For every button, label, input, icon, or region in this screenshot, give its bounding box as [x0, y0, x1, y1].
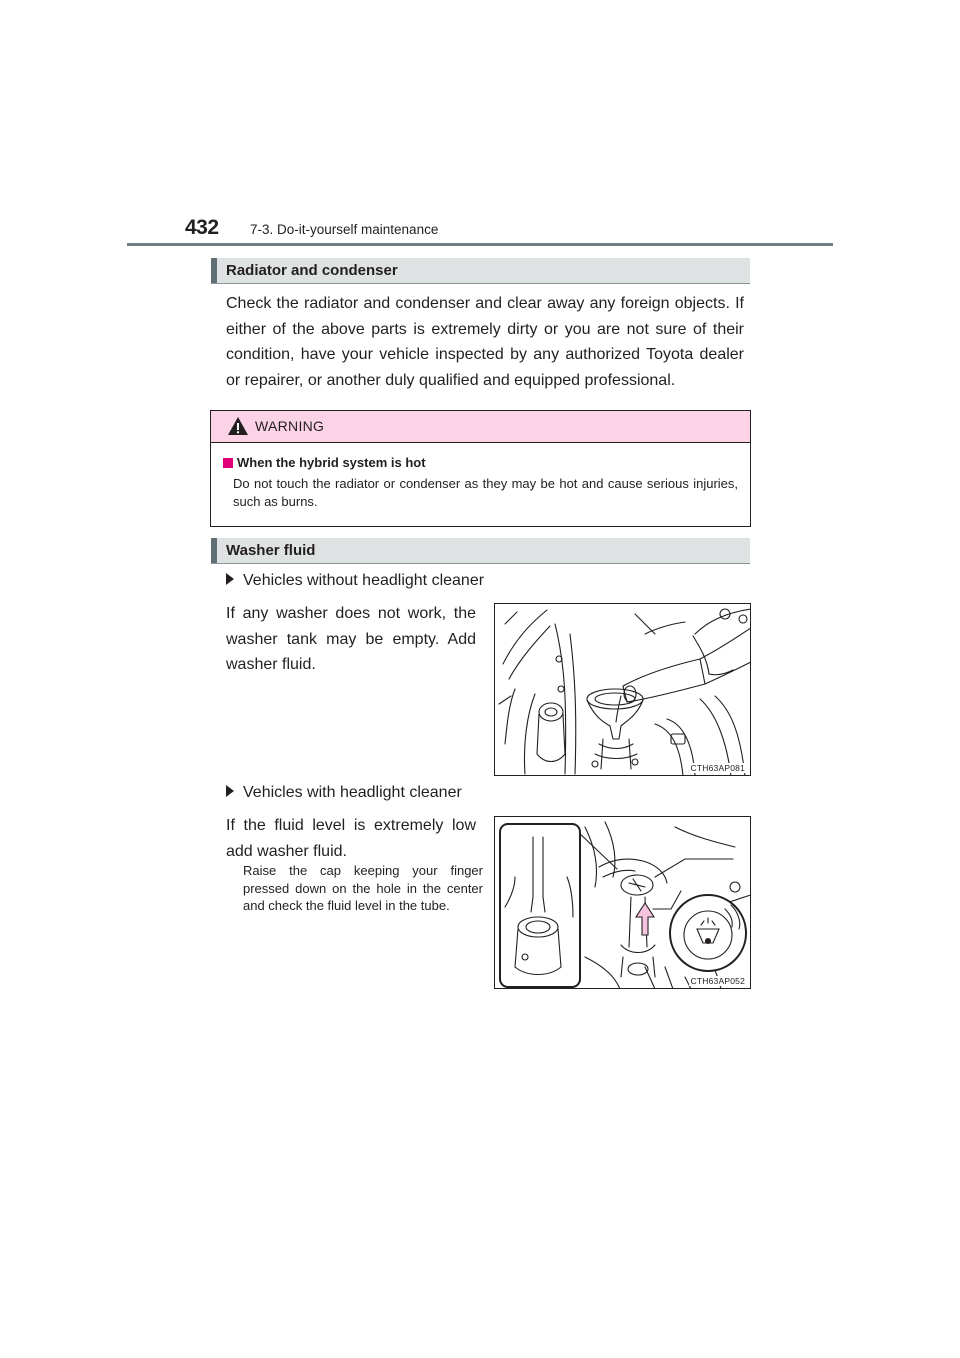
warning-subheading [223, 455, 426, 470]
washer-fill-illustration [495, 604, 751, 776]
warning-subheading-text: When the hybrid system is hot [237, 455, 426, 470]
figure-washer-check [494, 816, 751, 989]
radiator-heading-text: Radiator and condenser [226, 262, 398, 279]
bullet-no-cleaner [226, 572, 484, 590]
warning-header [211, 411, 750, 443]
up-arrow-icon [636, 903, 654, 935]
bullet-no-cleaner-text: Vehicles without headlight cleaner [243, 572, 485, 589]
section-title: 7-3. Do-it-yourself maintenance [250, 222, 439, 237]
figure-code: CTH63AP052 [690, 976, 745, 986]
page-number: 432 [185, 216, 219, 239]
warning-triangle-icon [227, 416, 249, 436]
washer-heading-text: Washer fluid [226, 542, 316, 559]
warning-text: Do not touch the radiator or condenser as they may be hot and cause serious injuries, such as burns. [233, 476, 738, 509]
with-cleaner-note: Raise the cap keeping your finger pressed down on the hole in the center and check the fluid level in the tube. [243, 863, 483, 913]
no-cleaner-paragraph: If any washer does not work, the washer tank may be empty. Add washer fluid. [226, 605, 476, 673]
bullet-with-cleaner-text: Vehicles with headlight cleaner [243, 784, 462, 801]
figure-code: CTH63AP081 [690, 763, 745, 773]
with-cleaner-paragraph: If the fluid level is extremely low add washer fluid. [226, 817, 476, 860]
figure-washer-fill [494, 603, 751, 776]
header-rule [127, 243, 833, 246]
warning-box [210, 410, 751, 527]
washer-check-illustration [495, 817, 751, 989]
heading-accent [211, 538, 217, 563]
bullet-triangle-icon [226, 785, 234, 797]
washer-heading [211, 538, 750, 564]
bullet-with-cleaner [226, 784, 462, 802]
warning-label: WARNING [255, 418, 325, 434]
heading-accent [211, 258, 217, 283]
square-bullet-icon [223, 458, 233, 468]
radiator-paragraph: Check the radiator and condenser and clear away any foreign objects. If either of the above parts is extremely dirty or you are not sure of their condition, have your vehicle inspected by any authorized Toyota dealer or repairer, or another duly qualified and equipped professional. [226, 295, 744, 389]
radiator-heading [211, 258, 750, 284]
bullet-triangle-icon [226, 573, 234, 585]
